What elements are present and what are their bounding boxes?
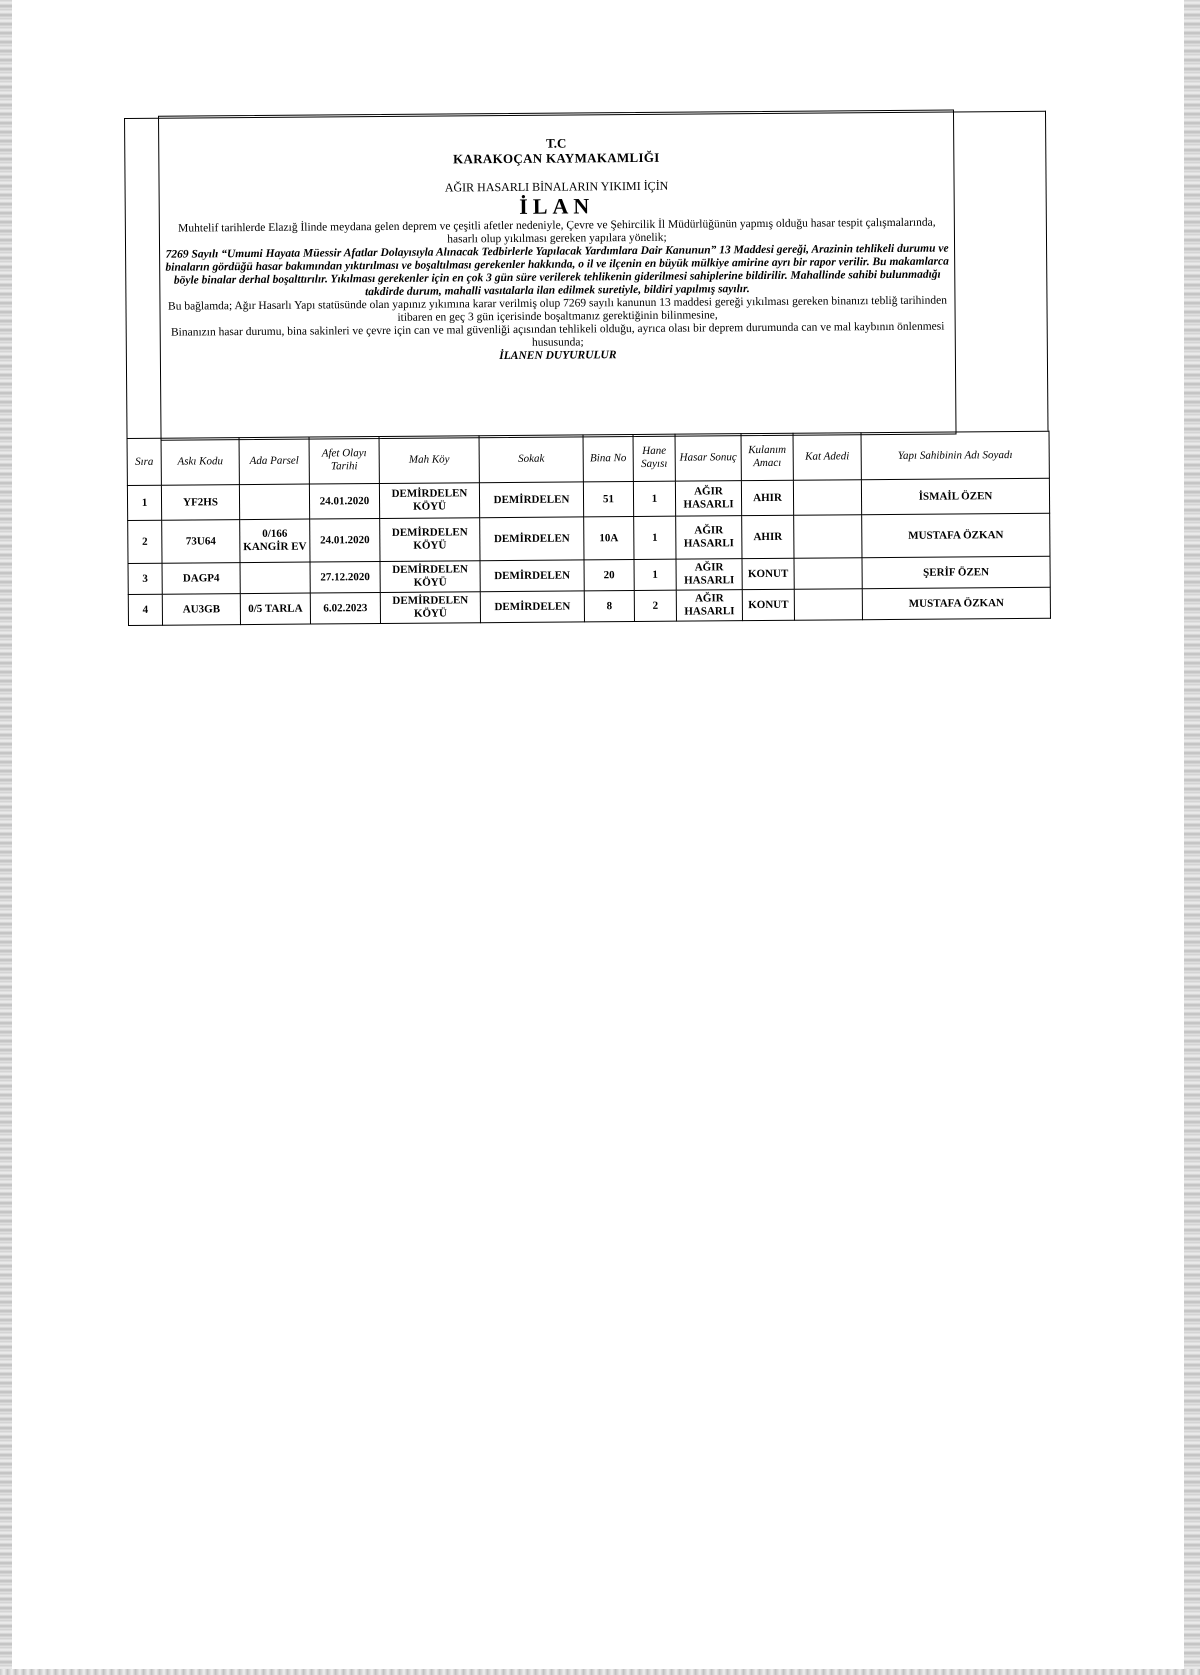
header-aski-kodu: Askı Kodu [161, 438, 239, 486]
cell-hane-sayisi: 1 [634, 559, 676, 590]
table-row [128, 513, 1050, 563]
cell-mah-koy: DEMİRDELEN KÖYÜ [380, 561, 480, 593]
cell-bina-no: 10A [584, 517, 634, 560]
header-sokak: Sokak [479, 435, 583, 483]
header-afet-tarihi: Afet Olayı Tarihi [309, 437, 379, 485]
cell-ada-parsel: 0/5 TARLA [240, 593, 310, 625]
cell-afet-tarihi: 24.01.2020 [310, 519, 380, 563]
cell-sira: 1 [127, 485, 161, 520]
cell-bina-no: 20 [584, 560, 634, 591]
table-row [128, 587, 1050, 625]
header-mah-koy: Mah Köy [379, 436, 479, 484]
notice-paragraph-2: 7269 Sayılı “Umumi Hayata Müessir Afatlar Dolayısıyla Alınacak Tedbirlerle Yapılacak Yardımlara Dair Kanunun” 13 Maddesi gereği, Arazinin tehlikeli durumu ve binaların gördüğü hasar bakımından yıktırılması ve boşaltılması gerekenler hakkında, o il ve ilçenin en büyük mülkiye amirine ayrı bir rapor verilir. Bu makamlarca böyle binalar derhal boşalttırılır. Yıkılması gerekenler için en çok 3 gün süre verilerek tehlikenin giderilmesi sahiplerine bildirilir. Mahallinde sahibi bulunmadığı takdirde durum, mahalli vasıtalarla ilan edilmek suretiyle, bildiri yapılmış sayılır. [165, 242, 949, 299]
notice-paragraph-3: Bu bağlamda; Ağır Hasarlı Yapı statüsünde olan yapınız yıkımına karar verilmiş olup 7269 sayılı kanunun 13 maddesi gereği yıkılması gereken binanızı tebliğ tarihinden itibaren en geç 3 gün içerisinde boşaltmanız gerektiğinin bilinmesine, [167, 294, 948, 324]
cell-yapi-sahibi: İSMAİL ÖZEN [861, 478, 1049, 514]
cell-kullanim-amaci: KONUT [742, 589, 794, 620]
cell-kat-adedi [794, 589, 862, 621]
cell-sokak: DEMİRDELEN [480, 591, 584, 623]
document [124, 109, 1052, 636]
cell-aski-kodu: 73U64 [162, 520, 240, 564]
scan-edge-left [0, 0, 12, 1675]
notice-title: İLAN [519, 193, 595, 219]
header-sira: Sıra [127, 438, 161, 485]
cell-aski-kodu: DAGP4 [162, 563, 240, 595]
cell-ada-parsel [240, 562, 310, 594]
cell-sokak: DEMİRDELEN [479, 482, 583, 518]
cell-hane-sayisi: 2 [634, 590, 676, 621]
cell-hasar-sonuc: AĞIR HASARLI [676, 590, 742, 622]
cell-hasar-sonuc: AĞIR HASARLI [675, 481, 741, 517]
cell-sira: 4 [128, 594, 162, 625]
cell-mah-koy: DEMİRDELEN KÖYÜ [380, 592, 480, 624]
header-authority: KARAKOÇAN KAYMAKAMLIĞI [453, 149, 660, 167]
header-bina-no: Bina No [583, 435, 633, 482]
cell-bina-no: 51 [583, 482, 633, 517]
cell-yapi-sahibi: MUSTAFA ÖZKAN [862, 587, 1050, 619]
cell-yapi-sahibi: MUSTAFA ÖZKAN [862, 513, 1050, 557]
header-kullanim-amaci: Kulanım Amacı [741, 433, 793, 480]
header-tc: T.C [545, 135, 567, 151]
cell-kat-adedi [794, 558, 862, 590]
cell-hasar-sonuc: AĞIR HASARLI [676, 559, 742, 591]
notice-closing: İLANEN DUYURULUR [499, 349, 617, 363]
header-yapi-sahibi: Yapı Sahibinin Adı Soyadı [861, 431, 1049, 479]
cell-hane-sayisi: 1 [634, 516, 676, 559]
cell-sokak: DEMİRDELEN [480, 517, 584, 561]
cell-yapi-sahibi: ŞERİF ÖZEN [862, 556, 1050, 588]
header-hasar-sonuc: Hasar Sonuç [675, 434, 741, 482]
cell-afet-tarihi: 27.12.2020 [310, 562, 380, 594]
scan-edge-bottom [0, 1669, 1200, 1675]
cell-kullanim-amaci: AHIR [741, 480, 793, 515]
notice-box [158, 109, 957, 440]
cell-afet-tarihi: 6.02.2023 [310, 593, 380, 625]
cell-ada-parsel [239, 484, 309, 520]
buildings-table [127, 431, 1051, 626]
cell-aski-kodu: AU3GB [162, 594, 240, 626]
header-kat-adedi: Kat Adedi [793, 433, 861, 481]
cell-aski-kodu: YF2HS [161, 485, 239, 521]
cell-kat-adedi [793, 480, 861, 516]
scan-edge-right [1184, 0, 1200, 1675]
notice-paragraph-1: Muhtelif tarihlerde Elazığ İlinde meydana gelen deprem ve çeşitli afetler nedeniyle, Çevre ve Şehircilik İl Müdürlüğünün yapmış olduğu hasar tespit çalışmalarında, hasarlı olup yıkılması gereken yapılara yönelik; [178, 216, 936, 246]
cell-sira: 3 [128, 563, 162, 594]
cell-sira: 2 [128, 520, 162, 563]
header-hane-sayisi: Hane Sayısı [633, 434, 675, 481]
header-ada-parsel: Ada Parsel [239, 437, 309, 485]
cell-mah-koy: DEMİRDELEN KÖYÜ [379, 483, 479, 519]
cell-afet-tarihi: 24.01.2020 [309, 484, 379, 520]
table-header-row [127, 431, 1049, 485]
cell-hane-sayisi: 1 [633, 481, 675, 516]
cell-hasar-sonuc: AĞIR HASARLI [676, 516, 742, 560]
notice-paragraph-4: Binanızın hasar durumu, bina sakinleri ve çevre için can ve mal güvenliği açısından tehlikeli olduğu, ayrıca olası bir deprem durumunda can ve mal kaybının önlenmesi hususunda; [170, 320, 945, 349]
header-subject: AĞIR HASARLI BİNALARIN YIKIMI İÇİN [444, 178, 669, 195]
cell-mah-koy: DEMİRDELEN KÖYÜ [380, 518, 480, 562]
cell-ada-parsel: 0/166 KANGİR EV [240, 519, 310, 563]
cell-kullanim-amaci: KONUT [742, 558, 794, 589]
cell-bina-no: 8 [584, 591, 634, 622]
cell-sokak: DEMİRDELEN [480, 560, 584, 592]
cell-kullanim-amaci: AHIR [742, 515, 794, 558]
cell-kat-adedi [794, 515, 862, 559]
